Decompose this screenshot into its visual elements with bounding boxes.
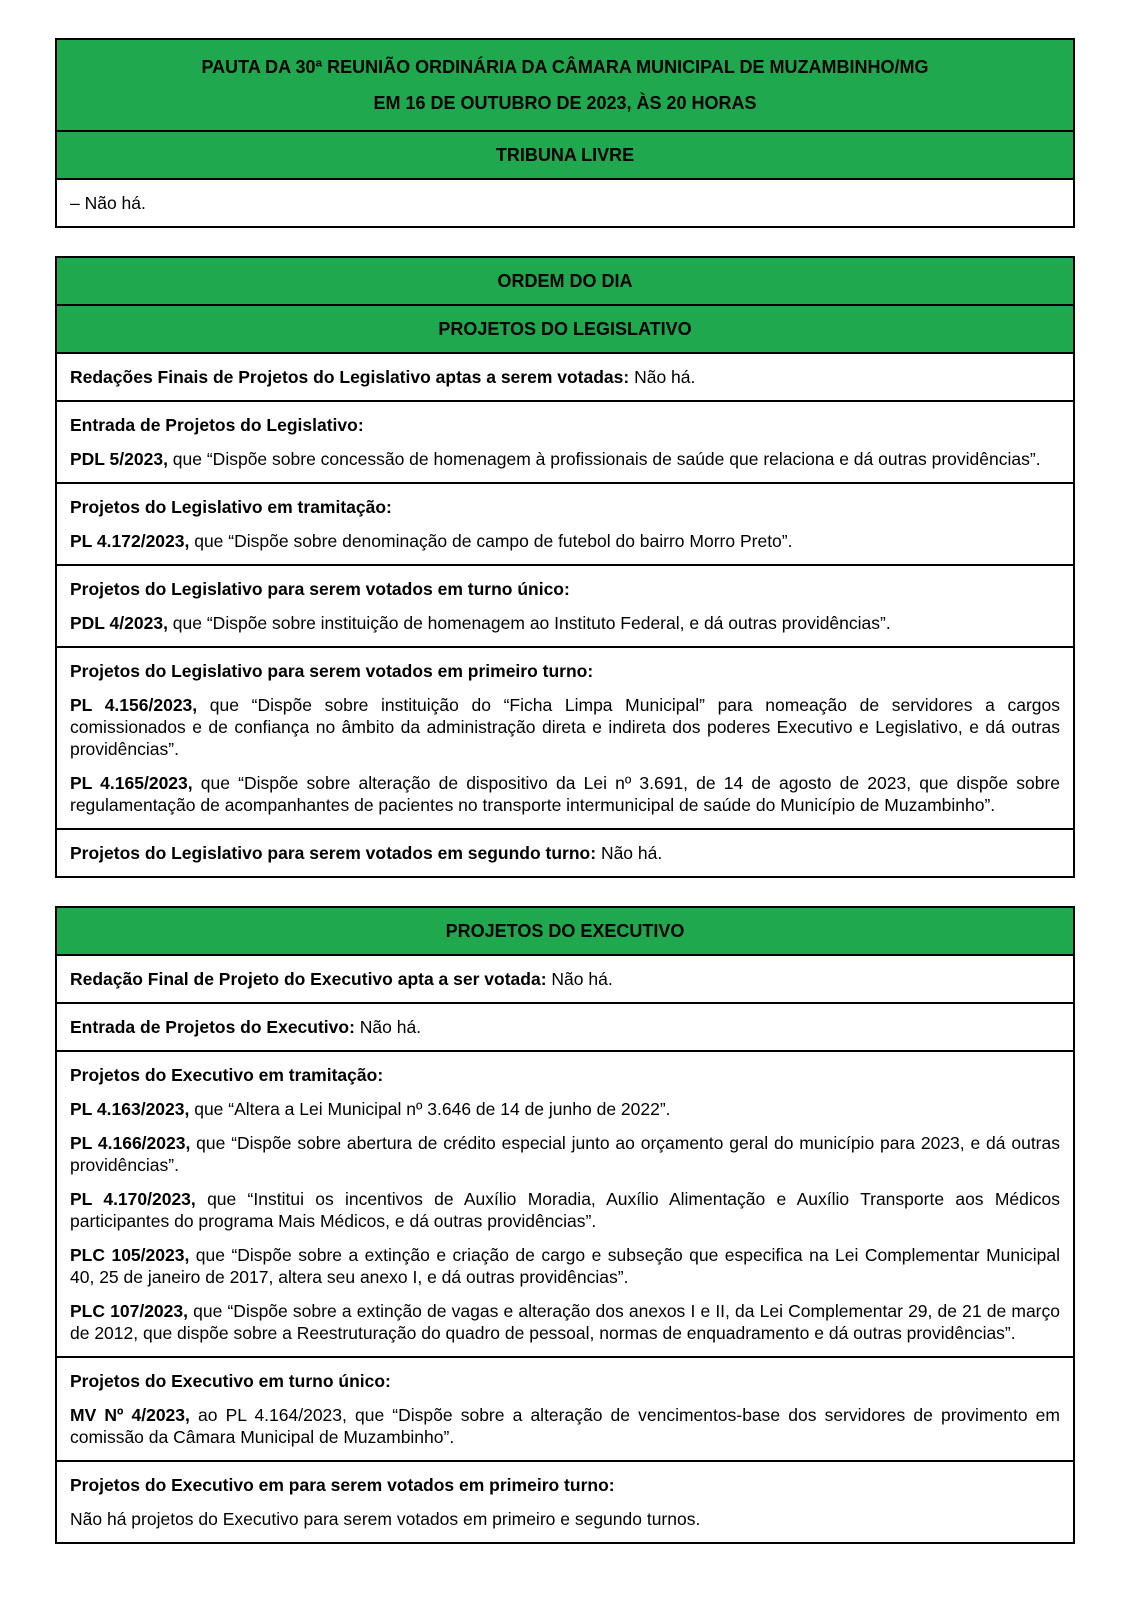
project-item-pdl-5-2023: [70, 448, 1060, 470]
title-table: [55, 38, 1075, 228]
ordem-do-dia-header: ORDEM DO DIA: [57, 258, 1073, 304]
entrada-executivo-value: Não há.: [354, 1017, 422, 1037]
entrada-executivo-line: [70, 1016, 1060, 1038]
project-item-pdl-4-2023: [70, 612, 1060, 634]
project-description: ao PL 4.164/2023, que “Dispõe sobre a alteração de vencimentos-base dos servidores de provimento em comissão da Câmara Municipal de Muzambinho”.: [70, 1405, 1060, 1447]
executivo-tramitacao-heading: Projetos do Executivo em tramitação:: [70, 1065, 384, 1085]
project-description: que “Altera a Lei Municipal nº 3.646 de 14 de junho de 2022”.: [189, 1099, 671, 1119]
project-item-mv-4-2023: [70, 1404, 1060, 1448]
entrada-legislativo-heading: Entrada de Projetos do Legislativo:: [70, 415, 364, 435]
project-number: PLC 105/2023,: [70, 1245, 190, 1265]
ordem-do-dia-table: [55, 256, 1075, 878]
project-number: PL 4.165/2023,: [70, 773, 193, 793]
project-number: PL 4.163/2023,: [70, 1099, 190, 1119]
redacao-final-executivo-line: [70, 968, 1060, 990]
project-description: que “Dispõe sobre a extinção de vagas e alteração dos anexos I e II, da Lei Complementar 29, de 21 de março de 2012, que dispõe sobre a Reestruturação do quadro de pessoal, normas de enquadramento e dá outras providências”.: [70, 1301, 1060, 1343]
legislativo-tramitacao-heading: Projetos do Legislativo em tramitação:: [70, 497, 392, 517]
project-item-pl-4163-2023: [70, 1098, 1060, 1120]
redacoes-finais-label: Redações Finais de Projetos do Legislativo aptas a serem votadas:: [70, 367, 630, 387]
project-description: que “Dispõe sobre abertura de crédito especial junto ao orçamento geral do município para 2023, e dá outras providências”.: [70, 1133, 1060, 1175]
project-description: que “Dispõe sobre alteração de dispositivo da Lei nº 3.691, de 14 de agosto de 2023, que dispõe sobre regulamentação de acompanhantes de pacientes no transporte intermunicipal de saúde do Município de Muzambinho”.: [70, 773, 1061, 815]
project-description: que “Dispõe sobre denominação de campo de futebol do bairro Morro Preto”.: [189, 531, 793, 551]
legislativo-turno-unico-heading: Projetos do Legislativo para serem votados em turno único:: [70, 579, 570, 599]
project-number: PL 4.170/2023,: [70, 1189, 196, 1209]
row-legislativo-primeiro-turno: [57, 646, 1073, 828]
project-number: MV Nº 4/2023,: [70, 1405, 190, 1425]
project-description: que “Dispõe sobre instituição de homenagem ao Instituto Federal, e dá outras providências”.: [167, 613, 891, 633]
row-legislativo-segundo-turno: [57, 828, 1073, 876]
meeting-title-cell: [57, 40, 1073, 130]
row-legislativo-turno-unico: [57, 564, 1073, 646]
segundo-turno-label: Projetos do Legislativo para serem votados em segundo turno:: [70, 843, 597, 863]
project-number: PL 4.166/2023,: [70, 1133, 191, 1153]
project-number: PL 4.156/2023,: [70, 695, 198, 715]
project-description: que “Dispõe sobre concessão de homenagem à profissionais de saúde que relaciona e dá outras providências”.: [167, 449, 1041, 469]
row-executivo-primeiro-turno: [57, 1460, 1073, 1542]
executivo-primeiro-turno-heading: Projetos do Executivo em para serem votados em primeiro turno:: [70, 1475, 615, 1495]
redacoes-finais-line: [70, 366, 1060, 388]
project-item-plc-107-2023: [70, 1300, 1060, 1344]
legislativo-segundo-turno-line: [70, 842, 1060, 864]
entrada-executivo-label: Entrada de Projetos do Executivo:: [70, 1017, 355, 1037]
row-redacao-final-executivo: [57, 954, 1073, 1002]
project-item-pl-4172-2023: [70, 530, 1060, 552]
row-redacoes-finais-legislativo: [57, 352, 1073, 400]
project-description: que “Dispõe sobre a extinção e criação de cargo e subseção que especifica na Lei Complementar Municipal 40, 25 de janeiro de 2017, altera seu anexo I, e dá outras providências”.: [70, 1245, 1060, 1287]
projetos-legislativo-header: PROJETOS DO LEGISLATIVO: [57, 304, 1073, 352]
executivo-turno-unico-heading: Projetos do Executivo em turno único:: [70, 1371, 391, 1391]
project-item-plc-105-2023: [70, 1244, 1060, 1288]
project-item-pl-4170-2023: [70, 1188, 1060, 1232]
meeting-title-line-2: EM 16 DE OUTUBRO DE 2023, ÀS 20 HORAS: [373, 93, 757, 113]
project-description: que “Institui os incentivos de Auxílio Moradia, Auxílio Alimentação e Auxílio Transporte aos Médicos participantes do programa Mais Médicos, e dá outras providências”.: [70, 1189, 1060, 1231]
executivo-primeiro-turno-text: Não há projetos do Executivo para serem votados em primeiro e segundo turnos.: [70, 1509, 701, 1529]
projetos-executivo-header: PROJETOS DO EXECUTIVO: [57, 908, 1073, 954]
project-number: PLC 107/2023,: [70, 1301, 188, 1321]
row-entrada-executivo: [57, 1002, 1073, 1050]
row-entrada-legislativo: [57, 400, 1073, 482]
tribuna-livre-header: TRIBUNA LIVRE: [57, 130, 1073, 178]
project-description: que “Dispõe sobre instituição do “Ficha Limpa Municipal” para nomeação de servidores a cargos comissionados e de confiança no âmbito da administração direta e indireta dos poderes Executivo e Legislativo, e dá outras providências”.: [70, 695, 1061, 759]
redacoes-finais-value: Não há.: [629, 367, 696, 387]
project-item-pl-4156-2023: [70, 694, 1060, 760]
redacao-final-label: Redação Final de Projeto do Executivo apta a ser votada:: [70, 969, 547, 989]
projetos-executivo-table: [55, 906, 1075, 1544]
row-executivo-turno-unico: [57, 1356, 1073, 1460]
redacao-final-value: Não há.: [546, 969, 613, 989]
project-number: PDL 5/2023,: [70, 449, 168, 469]
project-item-pl-4165-2023: [70, 772, 1060, 816]
row-executivo-tramitacao: [57, 1050, 1073, 1356]
project-item-pl-4166-2023: [70, 1132, 1060, 1176]
row-legislativo-tramitacao: [57, 482, 1073, 564]
project-number: PDL 4/2023,: [70, 613, 168, 633]
segundo-turno-value: Não há.: [596, 843, 663, 863]
legislativo-primeiro-turno-heading: Projetos do Legislativo para serem votados em primeiro turno:: [70, 661, 594, 681]
tribuna-livre-content: – Não há.: [57, 178, 1073, 226]
project-number: PL 4.172/2023,: [70, 531, 190, 551]
meeting-title-line-1: PAUTA DA 30ª REUNIÃO ORDINÁRIA DA CÂMARA MUNICIPAL DE MUZAMBINHO/MG: [201, 57, 929, 77]
